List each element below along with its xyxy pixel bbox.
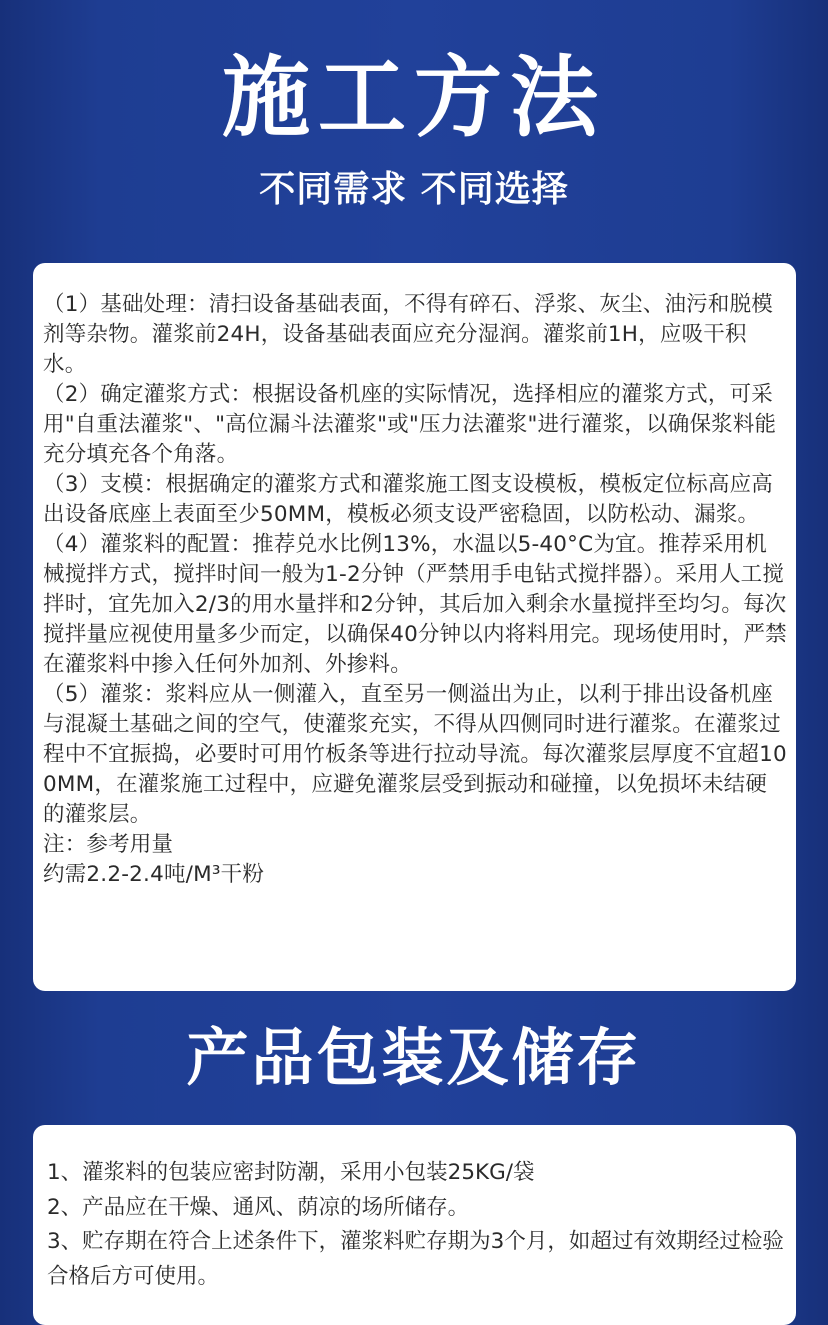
construction-method-title: 施工方法 — [221, 46, 606, 149]
packaging-storage-title: 产品包装及储存 — [186, 1021, 642, 1094]
step-formwork: （3）支模：根据确定的灌浆方式和灌浆施工图支设模板，模板定位标高应高出设备底座上表面至少50MM，模板必须支设严密稳固，以防松动、漏浆。 — [43, 472, 773, 527]
usage-note-label: 注：参考用量 — [43, 832, 174, 857]
step-grouting-method: （2）确定灌浆方式：根据设备机座的实际情况，选择相应的灌浆方式，可采用"自重法灌浆"、"高位漏斗法灌浆"或"压力法灌浆"进行灌浆，以确保浆料能充分填充各个角落。 — [43, 382, 777, 467]
packaging-storage-card — [33, 1125, 796, 1325]
step-grouting: （5）灌浆：浆料应从一侧灌入，直至另一侧溢出为止，以利于排出设备机座与混凝土基础之间的空气，使灌浆充实，不得从四侧同时进行灌浆。在灌浆过程中不宜振捣，必要时可用竹板条等进行拉动导流。每次灌浆层厚度不宜超100MM，在灌浆施工过程中，应避免灌浆层受到振动和碰撞，以免损坏未结硬的灌浆层。 — [43, 682, 787, 827]
shelf-life-item: 3、贮存期在符合上述条件下，灌浆料贮存期为3个月，如超过有效期经过检验合格后方可使用。 — [47, 1229, 784, 1289]
usage-note-value: 约需2.2-2.4吨/M³干粉 — [43, 862, 265, 887]
step-foundation-treatment: （1）基础处理：清扫设备基础表面，不得有碎石、浮浆、灰尘、油污和脱模剂等杂物。灌浆前24H，设备基础表面应充分湿润。灌浆前1H，应吸干积水。 — [43, 292, 773, 377]
packaging-item: 1、灌浆料的包装应密封防潮，采用小包装25KG/袋 — [47, 1160, 535, 1185]
construction-steps-card — [33, 263, 796, 991]
storage-item: 2、产品应在干燥、通风、荫凉的场所储存。 — [47, 1194, 470, 1220]
construction-method-subtitle: 不同需求 不同选择 — [259, 169, 569, 210]
step-mix-preparation: （4）灌浆料的配置：推荐兑水比例13%，水温以5-40°C为宜。推荐采用机械搅拌方式，搅拌时间一般为1-2分钟（严禁用手电钻式搅拌器）。采用人工搅拌时，宜先加入2/3的用水量拌和2分钟，其后加入剩余水量搅拌至均匀。每次搅拌量应视使用量多少而定，以确保40分钟以内将料用完。现场使用时，严禁在灌浆料中掺入任何外加剂、外掺料。 — [43, 532, 787, 677]
